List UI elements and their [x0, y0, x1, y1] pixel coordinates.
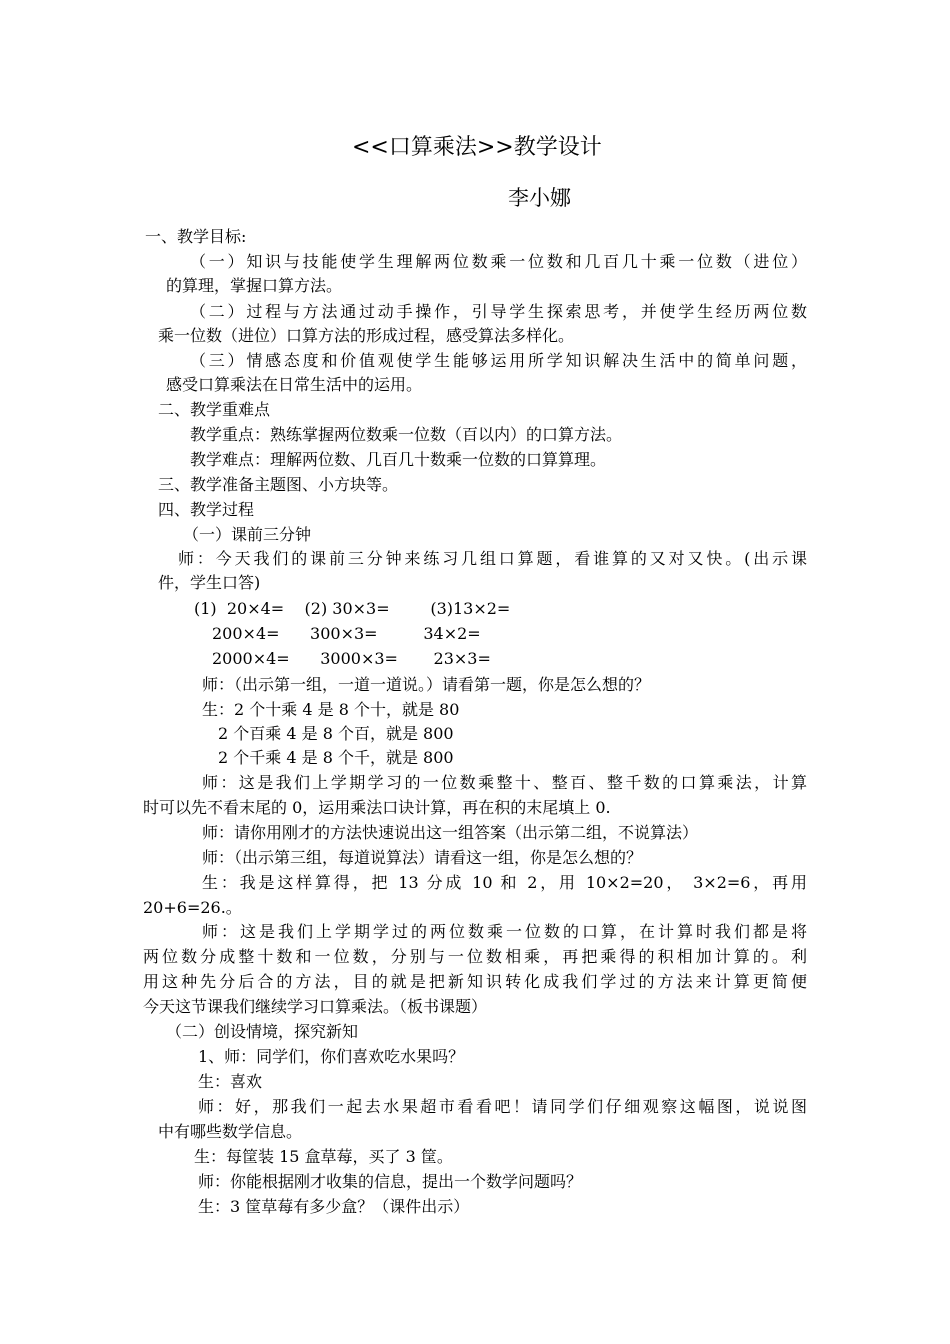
- document-author: 李小娜: [508, 186, 571, 210]
- paragraph-line: 乘一位数（进位）口算方法的形成过程，感受算法多样化。: [158, 326, 575, 345]
- subsection-heading: （二）创设情境，探究新知: [166, 1022, 359, 1041]
- paragraph-line: 今天这节课我们继续学习口算乘法。（板书课题）: [143, 997, 488, 1016]
- exercise-row: 2000×4= 3000×3= 23×3=: [212, 649, 491, 668]
- paragraph-line: 用这种先分后合的方法，目的就是把新知识转化成我们学过的方法来计算更简便: [143, 972, 807, 991]
- paragraph-line: 感受口算乘法在日常生活中的运用。: [166, 375, 423, 394]
- paragraph-line: 20+6=26.。: [143, 898, 242, 917]
- exercise-row: 200×4= 300×3= 34×2=: [212, 624, 481, 643]
- paragraph-line: 师：这是我们上学期学过的两位数乘一位数的口算，在计算时我们都是将: [202, 922, 807, 941]
- paragraph-line: 2 个千乘 4 是 8 个千，就是 800: [218, 748, 454, 767]
- paragraph-line: 中有哪些数学信息。: [158, 1122, 303, 1141]
- paragraph-line: （一）知识与技能使学生理解两位数乘一位数和几百几十乘一位数（进位）: [190, 252, 807, 271]
- paragraph-line: 生：每筐装 15 盒草莓，买了 3 筐。: [194, 1147, 453, 1166]
- paragraph-line: （三）情感态度和价值观使学生能够运用所学知识解决生活中的简单问题，: [190, 351, 807, 370]
- subsection-heading: （一）课前三分钟: [183, 525, 312, 544]
- section-heading: 二、教学重难点: [158, 400, 271, 419]
- paragraph-line: 生：我是这样算得，把 13 分成 10 和 2，用 10×2=20， 3×2=6，再用: [202, 873, 807, 892]
- paragraph-line: 师：好，那我们一起去水果超市看看吧！请同学们仔细观察这幅图，说说图: [198, 1097, 807, 1116]
- paragraph-line: 师：（出示第三组，每道说算法）请看这一组，你是怎么想的？: [202, 848, 643, 867]
- section-heading: 三、教学准备主题图、小方块等。: [158, 475, 399, 494]
- paragraph-line: 2 个百乘 4 是 8 个百，就是 800: [218, 724, 454, 743]
- paragraph-line: 时可以先不看末尾的 0，运用乘法口诀计算，再在积的末尾填上 0.: [143, 798, 611, 817]
- paragraph-line: 教学难点：理解两位数、几百几十数乘一位数的口算算理。: [190, 450, 607, 469]
- document-title: <<口算乘法>>教学设计: [352, 135, 602, 160]
- paragraph-line: 教学重点：熟练掌握两位数乘一位数（百以内）的口算方法。: [190, 425, 623, 444]
- paragraph-line: 生：3 筐草莓有多少盒？（课件出示）: [198, 1197, 470, 1216]
- paragraph-line: 生：2 个十乘 4 是 8 个十，就是 80: [202, 700, 460, 719]
- paragraph-line: （二）过程与方法通过动手操作，引导学生探索思考，并使学生经历两位数: [190, 302, 807, 321]
- paragraph-line: 师：你能根据刚才收集的信息，提出一个数学问题吗？: [198, 1172, 583, 1191]
- paragraph-line: 1、师：同学们，你们喜欢吃水果吗？: [198, 1047, 465, 1066]
- paragraph-line: 师：今天我们的课前三分钟来练习几组口算题，看谁算的又对又快。(出示课: [178, 549, 807, 568]
- paragraph-line: 师：（出示第一组，一道一道说。）请看第一题，你是怎么想的？: [202, 675, 651, 694]
- section-heading: 四、教学过程: [158, 500, 255, 519]
- paragraph-line: 师：请你用刚才的方法快速说出这一组答案（出示第二组，不说算法）: [202, 823, 699, 842]
- section-heading: 一、教学目标:: [145, 227, 247, 246]
- paragraph-line: 师：这是我们上学期学习的一位数乘整十、整百、整千数的口算乘法，计算: [202, 773, 807, 792]
- paragraph-line: 件，学生口答): [158, 573, 261, 592]
- paragraph-line: 两位数分成整十数和一位数，分别与一位数相乘，再把乘得的积相加计算的。利: [143, 947, 807, 966]
- paragraph-line: 的算理，掌握口算方法。: [166, 276, 343, 295]
- exercise-row: (1) 20×4= (2) 30×3= (3)13×2=: [194, 599, 511, 618]
- paragraph-line: 生：喜欢: [198, 1072, 263, 1091]
